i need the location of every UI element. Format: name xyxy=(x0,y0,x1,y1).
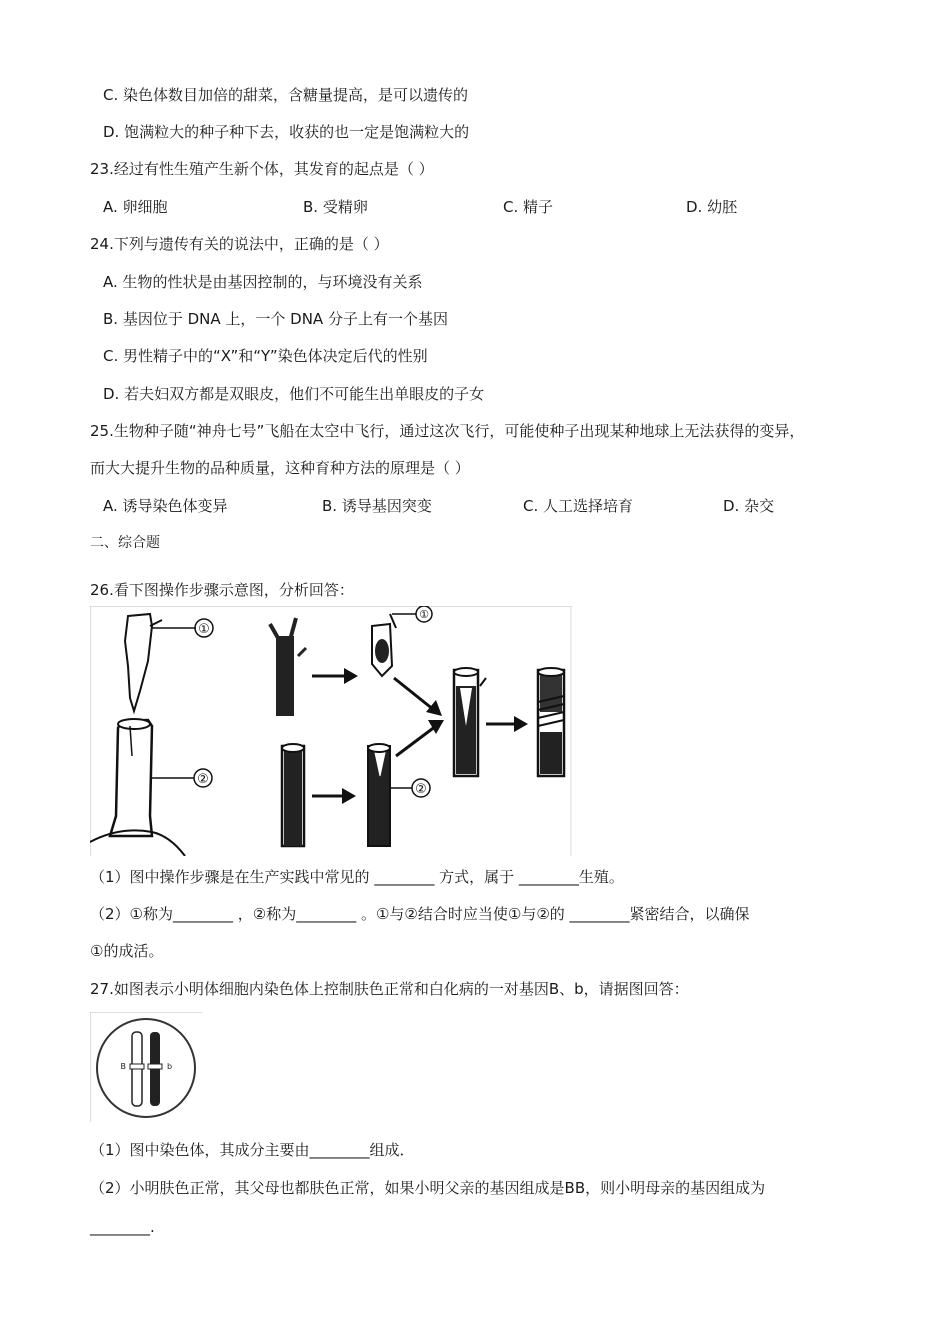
q25-option-b: B. 诱导基因突变 xyxy=(322,497,432,515)
q25-stem-line1: 25.生物种子随“神舟七号”飞船在太空中飞行，通过这次飞行，可能使种子出现某种地球上无法获得的变异， xyxy=(90,422,805,440)
q26-part2-line2: ①的成活。 xyxy=(90,942,164,960)
q24-option-d: D. 若夫妇双方都是双眼皮，他们不可能生出单眼皮的子女 xyxy=(103,385,485,403)
stock-label-small: ② xyxy=(415,782,427,797)
q27-part2-line1: （2）小明肤色正常，其父母也都肤色正常，如果小明父亲的基因组成是BB，则小明母亲的基因组成为 xyxy=(90,1179,766,1197)
q23-option-b: B. 受精卵 xyxy=(303,198,368,216)
q26-part2-line1: （2）①称为________ ，②称为________ 。①与②结合时应当使①与②的 ________紧密结合，以确保 xyxy=(90,905,750,923)
grafting-diagram xyxy=(90,606,572,856)
q27-part1: （1）图中染色体，其成分主要由________组成． xyxy=(90,1141,415,1159)
scion-label-small: ① xyxy=(419,608,429,621)
gene-label-B: B xyxy=(120,1062,126,1071)
q24-option-c: C. 男性精子中的“X”和“Y”染色体决定后代的性别 xyxy=(103,347,428,365)
chromosome-diagram xyxy=(90,1012,202,1122)
q22-option-c: C. 染色体数目加倍的甜菜，含糖量提高，是可以遗传的 xyxy=(103,86,469,104)
q23-option-c: C. 精子 xyxy=(503,198,554,216)
stock-label: ② xyxy=(197,772,209,787)
q27-part2-line2: ________. xyxy=(90,1218,155,1236)
q23-option-a: A. 卵细胞 xyxy=(103,198,168,216)
q25-option-c: C. 人工选择培育 xyxy=(523,497,634,515)
q25-stem-line2: 而大大提升生物的品种质量，这种育种方法的原理是（ ） xyxy=(90,459,470,477)
q25-option-a: A. 诱导染色体变异 xyxy=(103,497,228,515)
gene-label-b: b xyxy=(167,1062,173,1071)
q24-option-b: B. 基因位于 DNA 上，一个 DNA 分子上有一个基因 xyxy=(103,310,448,328)
scion-label: ① xyxy=(198,622,210,637)
q23-option-d: D. 幼胚 xyxy=(686,198,738,216)
q23-stem: 23.经过有性生殖产生新个体，其发育的起点是（ ） xyxy=(90,160,434,178)
q24-stem: 24.下列与遗传有关的说法中，正确的是（ ） xyxy=(90,235,389,253)
q22-option-d: D. 饱满粒大的种子种下去，收获的也一定是饱满粒大的 xyxy=(103,123,470,141)
q27-stem: 27.如图表示小明体细胞内染色体上控制肤色正常和白化病的一对基因B、b，请据图回答： xyxy=(90,980,689,998)
q26-part1: （1）图中操作步骤是在生产实践中常见的 ________ 方式，属于 ________生殖。 xyxy=(90,868,624,886)
q26-stem: 26.看下图操作步骤示意图，分析回答： xyxy=(90,581,354,599)
q24-option-a: A. 生物的性状是由基因控制的，与环境没有关系 xyxy=(103,273,423,291)
q25-option-d: D. 杂交 xyxy=(723,497,775,515)
section-heading: 二、综合题 xyxy=(90,535,160,551)
